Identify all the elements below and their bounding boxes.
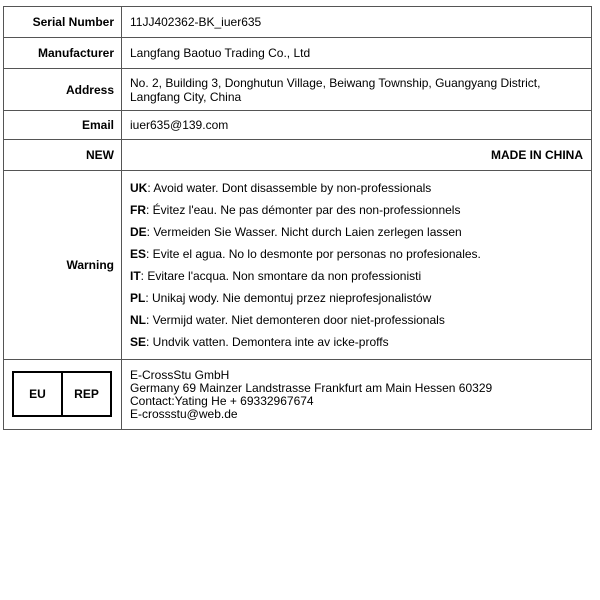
warning-text: : Unikaj wody. Nie demontuj przez nieprofesjonalistów xyxy=(145,291,432,305)
warning-item-uk xyxy=(130,181,583,195)
warning-text: : Évitez l'eau. Ne pas démonter par des non-professionnels xyxy=(146,203,461,217)
warning-row xyxy=(4,171,592,360)
serial-number-value: 11JJ402362-BK_iuer635 xyxy=(122,7,592,38)
warning-item-nl xyxy=(130,313,583,327)
email-value: iuer635@139.com xyxy=(122,111,592,140)
warning-code: ES xyxy=(130,247,147,261)
email-row xyxy=(4,111,592,140)
warning-text: : Avoid water. Dont disassemble by non-professionals xyxy=(147,181,432,195)
new-label: NEW xyxy=(4,140,122,171)
eu-rep-address: Germany 69 Mainzer Landstrasse Frankfurt am Main Hessen 60329 xyxy=(130,380,493,395)
warning-item-it xyxy=(130,269,583,283)
eu-rep-row xyxy=(4,360,592,430)
warning-list-cell xyxy=(122,171,592,360)
warning-list xyxy=(130,181,583,349)
warning-code: FR xyxy=(130,203,146,217)
warning-item-es xyxy=(130,247,583,261)
address-label: Address xyxy=(4,69,122,111)
warning-code: PL xyxy=(130,291,146,305)
manufacturer-row xyxy=(4,38,592,69)
warning-item-de xyxy=(130,225,583,239)
warning-text: : Vermeiden Sie Wasser. Nicht durch Laien zerlegen lassen xyxy=(146,225,462,239)
product-label-table xyxy=(3,6,592,430)
warning-code: NL xyxy=(130,313,146,327)
manufacturer-value: Langfang Baotuo Trading Co., Ltd xyxy=(122,38,592,69)
eu-rep-email: E-crossstu@web.de xyxy=(130,406,238,421)
serial-number-label: Serial Number xyxy=(4,7,122,38)
eu-rep-badge-cell xyxy=(4,360,122,430)
eu-rep-contact: Contact:Yating He + 69332967674 xyxy=(130,393,314,408)
warning-code: UK xyxy=(130,181,148,195)
warning-text: : Vermijd water. Niet demonteren door niet-professionals xyxy=(146,313,445,327)
eu-rep-details xyxy=(122,360,592,430)
address-value: No. 2, Building 3, Donghutun Village, Beiwang Township, Guangyang District, Langfang City, China xyxy=(122,69,592,111)
manufacturer-label: Manufacturer xyxy=(4,38,122,69)
warning-text: : Undvik vatten. Demontera inte av icke-proffs xyxy=(146,335,389,349)
warning-item-pl xyxy=(130,291,583,305)
warning-item-fr xyxy=(130,203,583,217)
serial-number-row xyxy=(4,7,592,38)
warning-code: DE xyxy=(130,225,147,239)
warning-text: : Evite el agua. No lo desmonte por personas no profesionales. xyxy=(146,247,481,261)
new-row xyxy=(4,140,592,171)
eu-rep-badge-eu: EU xyxy=(29,387,46,401)
email-label: Email xyxy=(4,111,122,140)
eu-rep-badge xyxy=(12,371,112,417)
eu-rep-company: E-CrossStu GmbH xyxy=(130,367,230,382)
made-in-china-text: MADE IN CHINA xyxy=(122,140,592,171)
warning-item-se xyxy=(130,335,583,349)
warning-code: SE xyxy=(130,335,147,349)
eu-rep-badge-rep: REP xyxy=(61,373,110,415)
warning-label: Warning xyxy=(4,171,122,360)
warning-code: IT xyxy=(130,269,141,283)
address-row xyxy=(4,69,592,111)
warning-text: : Evitare l'acqua. Non smontare da non professionisti xyxy=(140,269,422,283)
